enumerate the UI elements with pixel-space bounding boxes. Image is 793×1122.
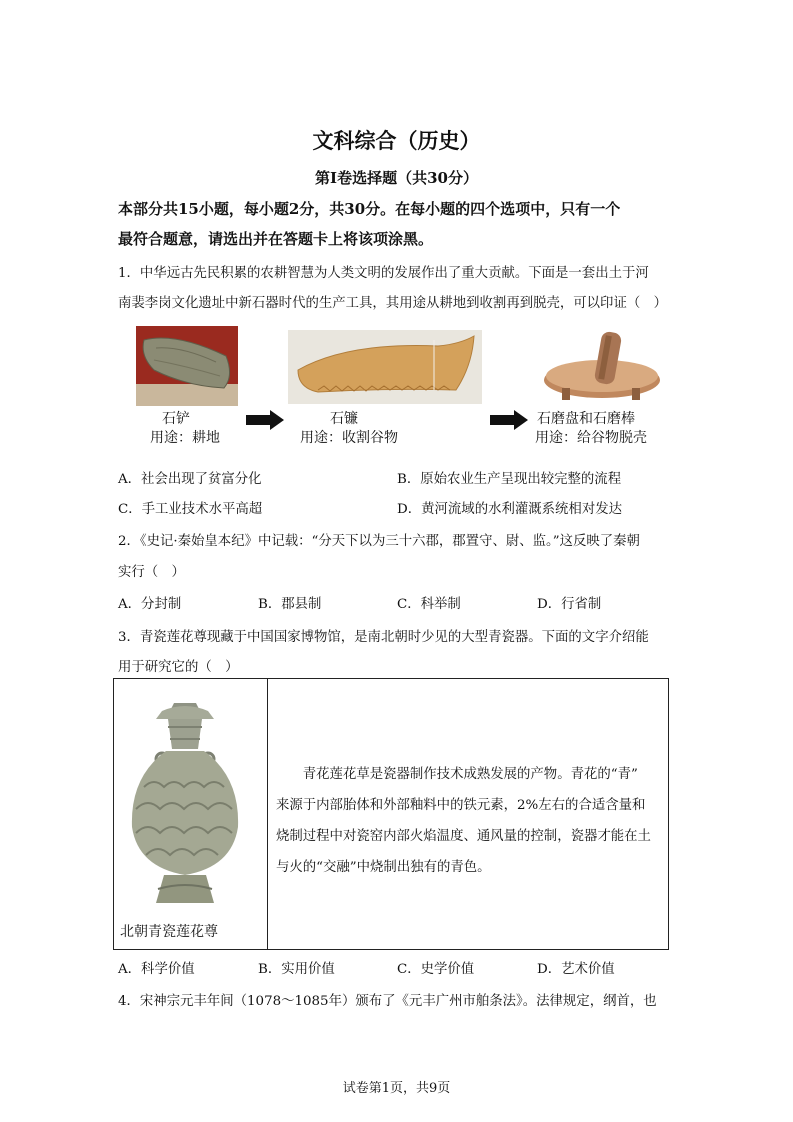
- stone-spade-image: [136, 326, 238, 406]
- arrow-right-icon: [246, 410, 284, 430]
- q3-material-table: [113, 678, 669, 950]
- table-divider: [267, 679, 268, 949]
- q2-option-c[interactable]: C．科举制: [397, 597, 461, 612]
- tool-3-name: 石磨盘和石磨棒: [537, 411, 635, 427]
- passage-line-2: 来源于内部胎体和外部釉料中的铁元素，2%左右的合适含量和: [276, 798, 646, 813]
- q1-stem-line-2: 南裴李岗文化遗址中新石器时代的生产工具，其用途从耕地到收割再到脱壳，可以印证（ ）: [118, 296, 668, 311]
- passage-line-3: 烧制过程中对瓷窑内部火焰温度、通风量的控制，瓷器才能在土: [276, 829, 651, 844]
- q3-option-b[interactable]: B．实用价值: [258, 962, 335, 977]
- q2-stem-line-2: 实行（ ）: [118, 565, 185, 580]
- celadon-lotus-vessel-image: [124, 697, 246, 911]
- q3-stem-line-1: 3．青瓷莲花尊现藏于中国国家博物馆，是南北朝时少见的大型青瓷器。下面的文字介绍能: [118, 630, 649, 645]
- q3-passage: [276, 759, 662, 883]
- q1-option-a[interactable]: A．社会出现了贫富分化: [118, 472, 262, 487]
- q3-option-a[interactable]: A．科学价值: [118, 962, 195, 977]
- vessel-caption: 北朝青瓷莲花尊: [120, 924, 218, 940]
- q2-stem-line-1: 2．《史记·秦始皇本纪》中记载：“分天下以为三十六郡，郡置守、尉、监。”这反映了秦朝: [118, 534, 640, 549]
- passage-line-1: 青花莲花草是瓷器制作技术成熟发展的产物。青花的“青”: [276, 767, 638, 782]
- grinding-slab-image: [540, 328, 664, 406]
- q2-option-a[interactable]: A．分封制: [118, 597, 182, 612]
- arrow-right-icon: [490, 410, 528, 430]
- section-title: 第I卷选择题（共30分）: [315, 169, 478, 187]
- q2-option-d[interactable]: D．行省制: [537, 597, 602, 612]
- q1-option-c[interactable]: C．手工业技术水平高超: [118, 502, 263, 517]
- q1-option-d[interactable]: D．黄河流域的水利灌溉系统相对发达: [397, 502, 622, 517]
- passage-line-4: 与火的“交融”中烧制出独有的青色。: [276, 860, 491, 875]
- page-footer: 试卷第1页，共9页: [342, 1081, 451, 1096]
- instructions-line-2: 最符合题意，请选出并在答题卡上将该项涂黑。: [118, 230, 434, 248]
- page-title: 文科综合（历史）: [312, 128, 481, 153]
- q3-option-d[interactable]: D．艺术价值: [537, 962, 615, 977]
- q1-stem-line-1: 1．中华远古先民积累的农耕智慧为人类文明的发展作出了重大贡献。下面是一套出土于河: [118, 266, 649, 281]
- tool-1-use: 用途：耕地: [150, 430, 220, 446]
- tool-2-name: 石镰: [330, 411, 358, 427]
- q2-option-b[interactable]: B．郡县制: [258, 597, 322, 612]
- instructions-line-1: 本部分共15小题，每小题2分，共30分。在每小题的四个选项中，只有一个: [118, 200, 621, 218]
- tool-2-use: 用途：收割谷物: [300, 430, 398, 446]
- stone-sickle-image: [288, 330, 482, 404]
- q4-stem-line-1: 4．宋神宗元丰年间（1078～1085年）颁布了《元丰广州市舶条法》。法律规定，纲首，也: [118, 994, 657, 1009]
- q3-stem-line-2: 用于研究它的（ ）: [118, 660, 239, 675]
- tool-3-use: 用途：给谷物脱壳: [535, 430, 647, 446]
- q3-option-c[interactable]: C．史学价值: [397, 962, 475, 977]
- q1-option-b[interactable]: B．原始农业生产呈现出较完整的流程: [397, 472, 622, 487]
- tool-1-name: 石铲: [162, 411, 190, 427]
